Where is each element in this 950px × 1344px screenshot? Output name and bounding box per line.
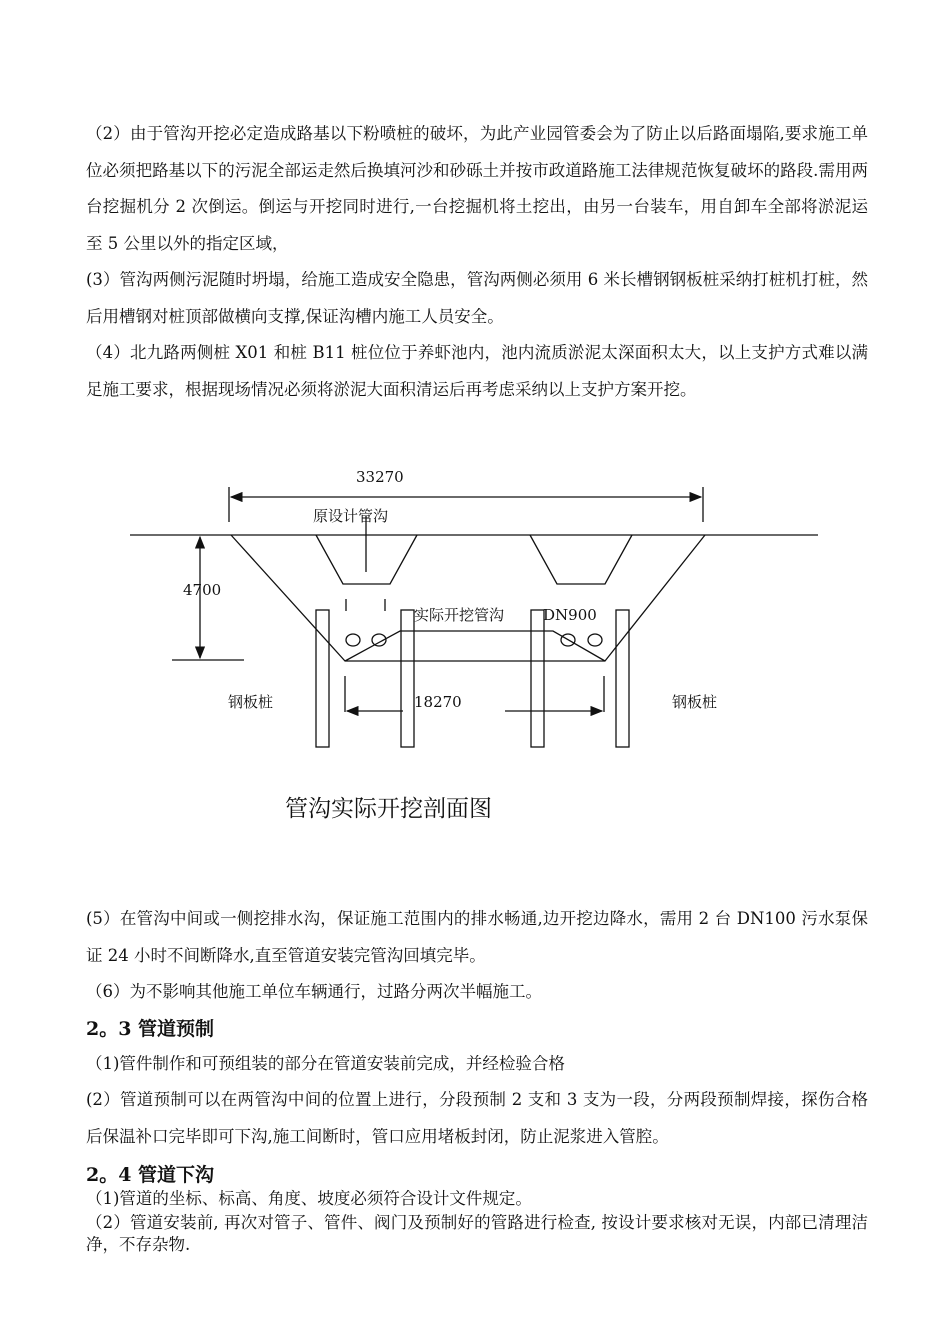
actual-trench-outline — [231, 535, 705, 661]
diagram-caption: 管沟实际开挖剖面图 — [285, 796, 492, 822]
dim-top-label: 33270 — [356, 468, 404, 486]
dim-depth-label: 4700 — [183, 581, 222, 599]
pipe-4 — [588, 634, 602, 646]
paragraph-3: (3）管沟两侧污泥随时坍塌，给施工造成安全隐患，管沟两侧必须用 6 米长槽钢钢板桩采纳打桩机打桩，然后用槽钢对桩顶部做横向支撑,保证沟槽内施工人员安全。 — [86, 270, 868, 326]
original-trench-label: 原设计管沟 — [313, 507, 389, 525]
paragraph-6: （6）为不影响其他施工单位车辆通行，过路分两次半幅施工。 — [86, 982, 542, 1001]
paragraph-5: (5）在管沟中间或一侧挖排水沟，保证施工范围内的排水畅通,边开挖边降水，需用 2 台 DN100 污水泵保证 24 小时不间断降水,直至管道安装完管沟回填完毕。 — [86, 909, 868, 965]
dim-bottom-label: 18270 — [414, 693, 462, 711]
paragraph-2-3-2: (2）管道预制可以在两管沟中间的位置上进行，分段预制 2 支和 3 支为一段，分两段预制焊接，探伤合格后保温补口完毕即可下沟,施工间断时，管口应用堵板封闭，防止泥浆进入管腔。 — [86, 1090, 868, 1146]
paragraph-4: （4）北九路两侧桩 X01 和桩 B11 桩位位于养虾池内，池内流质淤泥太深面积太大，以上支护方式难以满足施工要求，根据现场情况必须将淤泥大面积清运后再考虑采纳以上支护方案开挖。 — [86, 343, 868, 399]
sheet-pile-label-right: 钢板桩 — [672, 693, 718, 711]
paragraph-2: （2）由于管沟开挖必定造成路基以下粉喷桩的破坏，为此产业园管委会为了防止以后路面塌陷,要求施工单位必须把路基以下的污泥全部运走然后换填河沙和砂砾土并按市政道路施工法律规范恢复破坏的路段.需用两台挖掘机分 2 次倒运。倒运与开挖同时进行,一台挖掘机将土挖出，由另一台装车，用自卸车全部将淤泥运至 5 公里以外的指定区域， — [86, 124, 868, 253]
actual-trench-label: 实际开挖管沟 — [414, 606, 505, 624]
trench-section-diagram — [0, 450, 950, 810]
paragraph-2-3-1: （1)管件制作和可预组装的部分在管道安装前完成，并经检验合格 — [86, 1054, 565, 1073]
paragraph-2-4-2: （2）管道安装前, 再次对管子、管件、阀门及预制好的管路进行检查, 按设计要求核对无误，内部已清理洁净，不存杂物. — [86, 1213, 868, 1254]
pipe-size-label: DN900 — [543, 606, 597, 624]
sheet-pile-right-outer — [616, 610, 629, 747]
pipe-1 — [346, 634, 360, 646]
paragraph-2-4-1: （1)管道的坐标、标高、角度、坡度必须符合设计文件规定。 — [86, 1189, 532, 1208]
sheet-pile-label-left: 钢板桩 — [228, 693, 274, 711]
section-heading-2-4: 2。4 管道下沟 — [86, 1164, 215, 1186]
original-trench-right — [530, 535, 632, 584]
section-heading-2-3: 2。3 管道预制 — [86, 1018, 215, 1040]
